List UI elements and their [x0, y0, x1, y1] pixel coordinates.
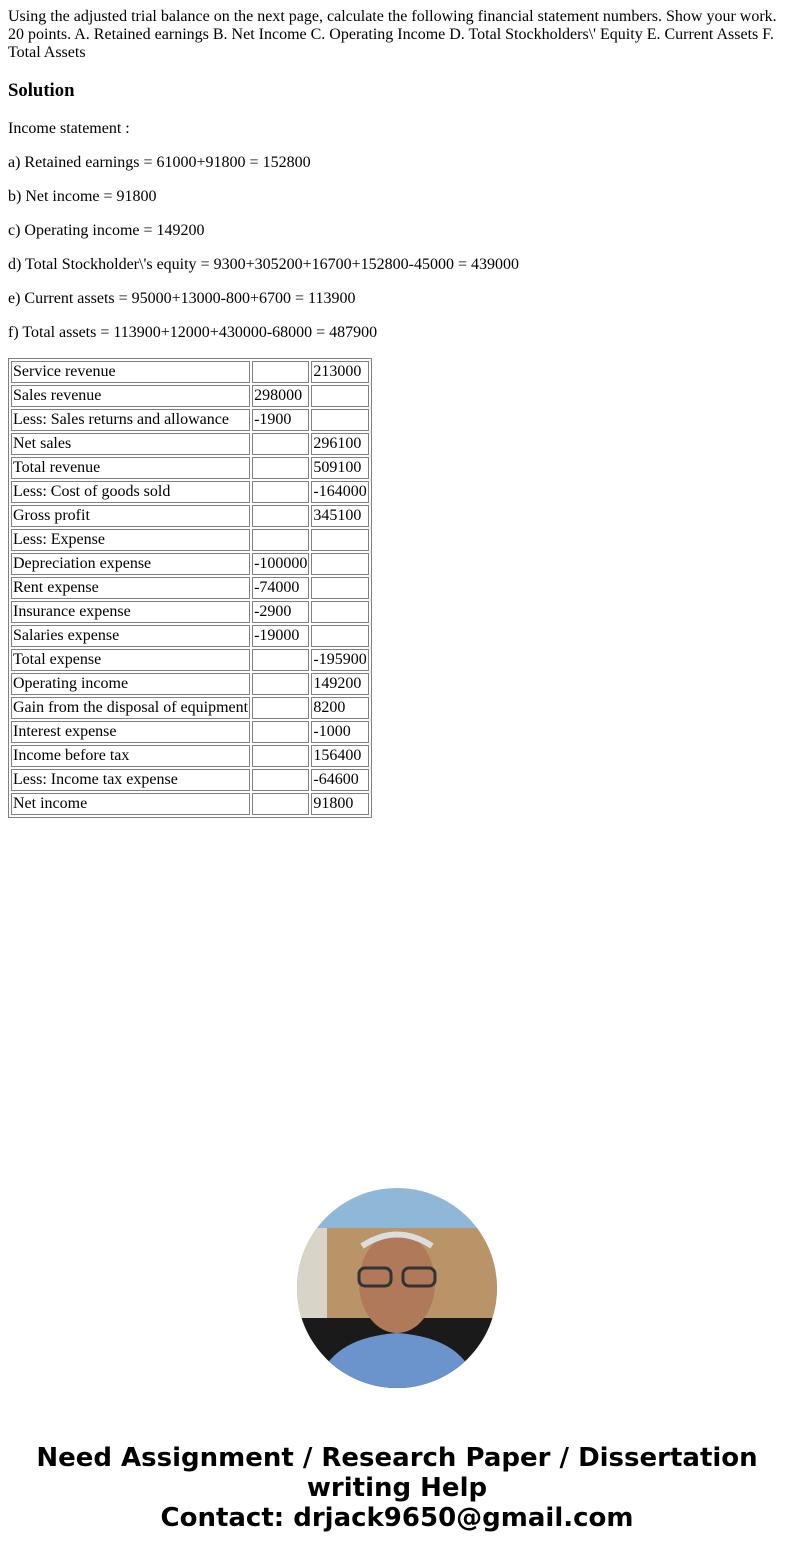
table-row	[11, 409, 369, 431]
table-row	[11, 457, 369, 479]
line-item-label: Gain from the disposal of equipment	[11, 697, 250, 719]
total-amount: 345100	[311, 505, 368, 527]
contact-banner	[8, 1443, 786, 1533]
total-amount: 156400	[311, 745, 368, 767]
sub-amount	[252, 673, 309, 695]
sub-amount	[252, 745, 309, 767]
line-item-label: Total expense	[11, 649, 250, 671]
total-amount: 149200	[311, 673, 368, 695]
line-item-label: Less: Cost of goods sold	[11, 481, 250, 503]
table-row	[11, 433, 369, 455]
line-item-label: Net income	[11, 793, 250, 815]
sub-amount	[252, 361, 309, 383]
line-item-label: Sales revenue	[11, 385, 250, 407]
sub-amount	[252, 721, 309, 743]
total-amount: -164000	[311, 481, 368, 503]
table-row	[11, 481, 369, 503]
table-row	[11, 601, 369, 623]
total-amount: 8200	[311, 697, 368, 719]
sub-amount: 298000	[252, 385, 309, 407]
line-item-label: Less: Income tax expense	[11, 769, 250, 791]
line-item-label: Income before tax	[11, 745, 250, 767]
line-item-label: Salaries expense	[11, 625, 250, 647]
line-item-label: Less: Sales returns and allowance	[11, 409, 250, 431]
sub-amount	[252, 649, 309, 671]
table-row	[11, 577, 369, 599]
solution-line: d) Total Stockholder\'s equity = 9300+305200+16700+152800-45000 = 439000	[8, 256, 519, 273]
table-row	[11, 553, 369, 575]
total-amount: -64600	[311, 769, 368, 791]
total-amount: 509100	[311, 457, 368, 479]
solution-line: Income statement :	[8, 120, 130, 137]
sub-amount: -1900	[252, 409, 309, 431]
total-amount: -1000	[311, 721, 368, 743]
table-row	[11, 769, 369, 791]
table-row	[11, 649, 369, 671]
sub-amount	[252, 769, 309, 791]
solution-line: b) Net income = 91800	[8, 188, 157, 205]
line-item-label: Net sales	[11, 433, 250, 455]
line-item-label: Interest expense	[11, 721, 250, 743]
table-row	[11, 673, 369, 695]
total-amount	[311, 385, 368, 407]
sub-amount	[252, 457, 309, 479]
line-item-label: Operating income	[11, 673, 250, 695]
total-amount	[311, 601, 368, 623]
total-amount	[311, 625, 368, 647]
line-item-label: Less: Expense	[11, 529, 250, 551]
sub-amount	[252, 433, 309, 455]
sub-amount	[252, 505, 309, 527]
solution-line: c) Operating income = 149200	[8, 222, 205, 239]
sub-amount	[252, 793, 309, 815]
table-row	[11, 697, 369, 719]
banner-line: writing Help	[306, 1473, 488, 1503]
author-photo	[297, 1188, 497, 1388]
banner-line: Need Assignment / Research Paper / Dissertation	[36, 1443, 758, 1473]
line-item-label: Rent expense	[11, 577, 250, 599]
sub-amount: -74000	[252, 577, 309, 599]
sub-amount	[252, 529, 309, 551]
solution-line: e) Current assets = 95000+13000-800+6700 = 113900	[8, 290, 356, 307]
table-row	[11, 625, 369, 647]
solution-heading: Solution	[8, 80, 75, 101]
sub-amount	[252, 481, 309, 503]
solution-line: a) Retained earnings = 61000+91800 = 152800	[8, 154, 311, 171]
solution-line: f) Total assets = 113900+12000+430000-68000 = 487900	[8, 324, 378, 341]
total-amount	[311, 577, 368, 599]
line-item-label: Total revenue	[11, 457, 250, 479]
table-row	[11, 505, 369, 527]
total-amount: -195900	[311, 649, 368, 671]
table-row	[11, 745, 369, 767]
question-text: Using the adjusted trial balance on the next page, calculate the following financial statement numbers. Show your work. 20 points. A. Retained earnings B. Net Income C. Operating Income D. Total Stockholders\' Equity E. Current Assets F. Total Assets	[8, 8, 777, 61]
sub-amount: -19000	[252, 625, 309, 647]
line-item-label: Gross profit	[11, 505, 250, 527]
total-amount	[311, 409, 368, 431]
table-row	[11, 793, 369, 815]
sub-amount: -2900	[252, 601, 309, 623]
table-row	[11, 529, 369, 551]
total-amount: 296100	[311, 433, 368, 455]
total-amount: 213000	[311, 361, 368, 383]
table-row	[11, 361, 369, 383]
sub-amount: -100000	[252, 553, 309, 575]
table-row	[11, 721, 369, 743]
table-row	[11, 385, 369, 407]
line-item-label: Insurance expense	[11, 601, 250, 623]
sub-amount	[252, 697, 309, 719]
line-item-label: Depreciation expense	[11, 553, 250, 575]
total-amount: 91800	[311, 793, 368, 815]
total-amount	[311, 529, 368, 551]
line-item-label: Service revenue	[11, 361, 250, 383]
total-amount	[311, 553, 368, 575]
income-statement-table	[8, 358, 372, 818]
banner-contact: Contact: drjack9650@gmail.com	[160, 1503, 634, 1533]
